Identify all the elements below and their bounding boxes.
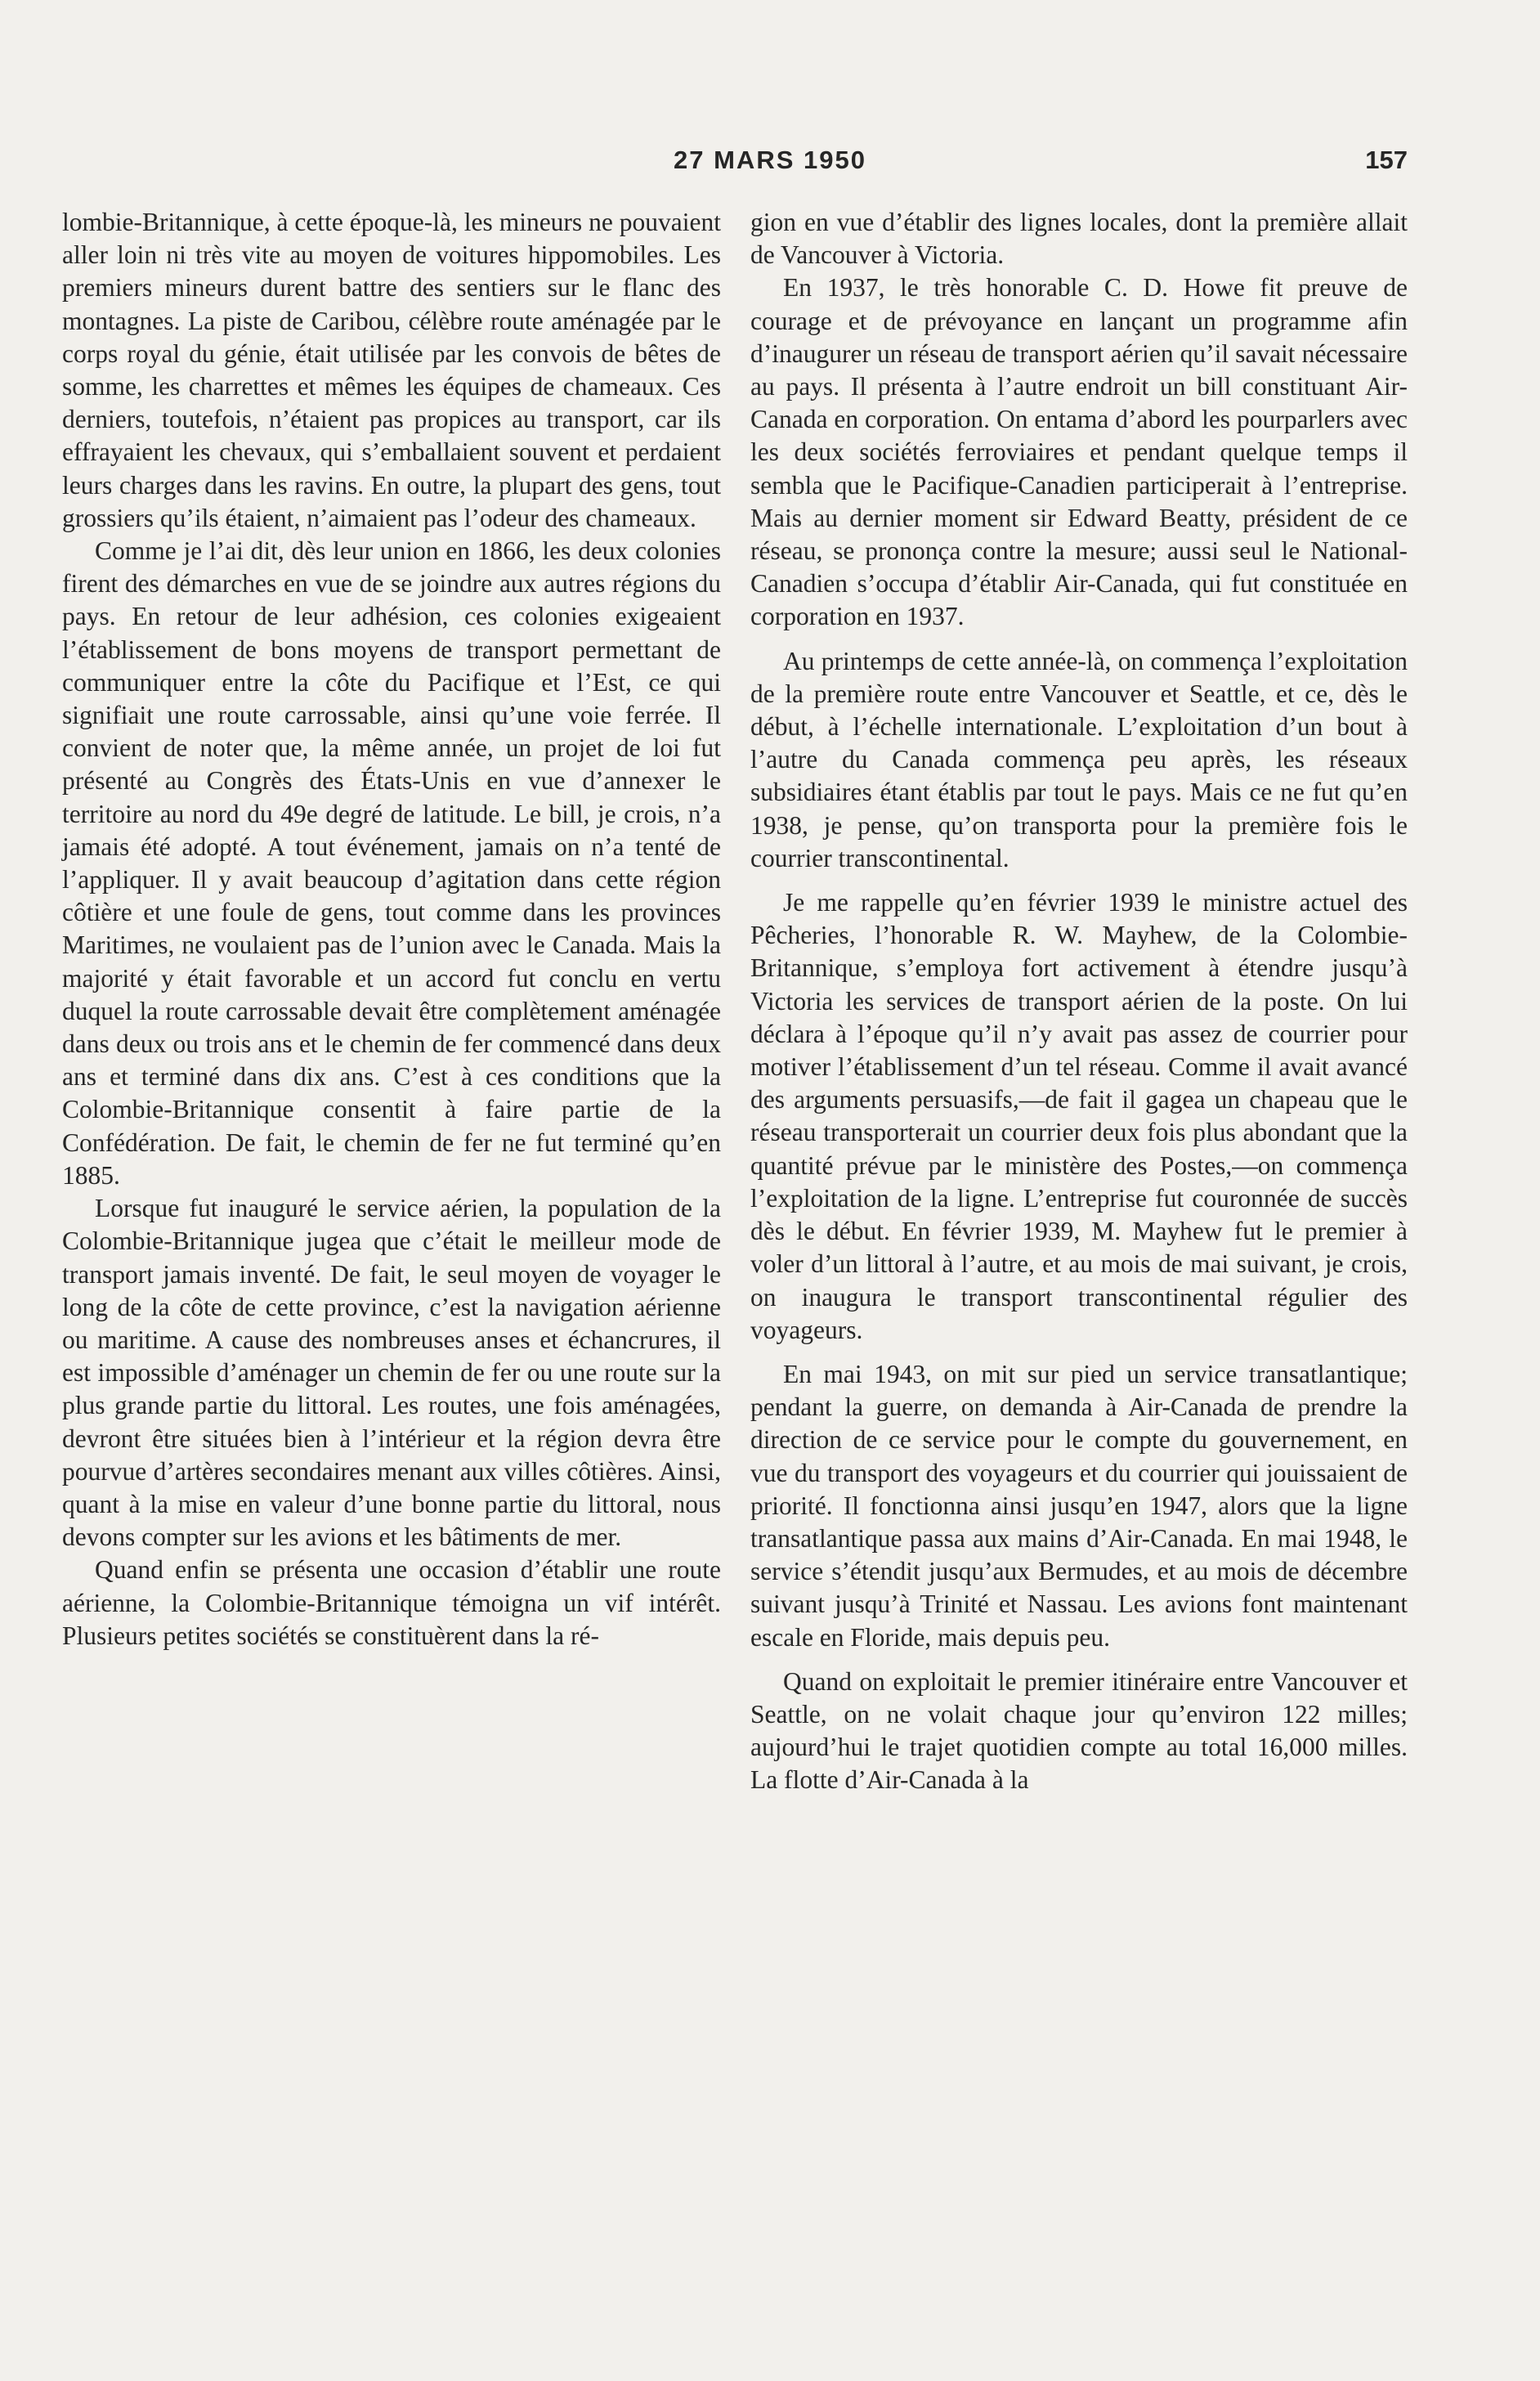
header-date: 27 MARS 1950 [674,146,866,174]
paragraph: Comme je l’ai dit, dès leur union en 1866, les deux colonies firent des démarches en vue de se joindre aux autres régions du pays. En retour de leur adhésion, ces colonies exigeaient l’établissement de bons moyens de transport permettant de communiquer entre la côte du Pacifique et l’Est, ce qui signifiait une route carrossable, ainsi qu’une voie ferrée. Il convient de noter que, la même année, un projet de loi fut présenté au Congrès des États-Unis en vue d’annexer le territoire au nord du 49e degré de latitude. Le bill, je crois, n’a jamais été adopté. A tout événement, jamais on n’a tenté de l’appliquer. Il y avait beaucoup d’agitation dans cette région côtière et une foule de gens, tout comme dans les provinces Maritimes, ne voulaient pas de l’union avec le Canada. Mais la majorité y était favorable et un accord fut conclu en vertu duquel la route carrossable devait être complètement aménagée dans deux ou trois ans et le chemin de fer commencé dans deux ans et terminé dans dix ans. C’est à ces conditions que la Colombie-Britannique consentit à faire partie de la Confédération. De fait, le chemin de fer ne fut terminé qu’en 1885. [62,536,721,1190]
paragraph: Au printemps de cette année-là, on commença l’exploitation de la première route entre Vancouver et Seattle, et ce, dès le début, à l’échelle internationale. L’exploitation d’un bout à l’autre du Canada commença peu après, les réseaux subsidiaires étant établis par tout le pays. Mais ce ne fut qu’en 1938, je pense, qu’on transporta pour la première fois le courrier transcontinental. [750,646,1408,872]
page-number: 157 [1365,146,1408,174]
paragraph: Quand enfin se présenta une occasion d’établir une route aérienne, la Colombie-Britannique témoigna un vif intérêt. Plusieurs petites sociétés se constituèrent dans la ré- [62,1555,721,1650]
paragraph: Quand on exploitait le premier itinéraire entre Vancouver et Seattle, on ne volait chaque jour qu’environ 122 milles; aujourd’hui le trajet quotidien compte au total 16,000 milles. La flotte d’Air-Canada à la [750,1666,1408,1795]
right-column [750,206,1408,1797]
paragraph: Je me rappelle qu’en février 1939 le ministre actuel des Pêcheries, l’honorable R. W. Mayhew, de la Colombie-Britannique, s’employa fort activement à étendre jusqu’à Victoria les services de transport aérien de la poste. On lui déclara à l’époque qu’il n’y avait pas assez de courrier pour motiver l’établissement d’un tel réseau. Comme il avait avancé des arguments persuasifs,—de fait il gagea un chapeau que le réseau transporterait un courrier deux fois plus abondant que la quantité prévue par le ministère des Postes,—on commença l’exploitation de la ligne. L’entreprise fut couronnée de succès dès le début. En février 1939, M. Mayhew fut le premier à voler d’un littoral à l’autre, et au mois de mai suivant, je crois, on inaugura le transport transcontinental régulier des voyageurs. [750,888,1408,1344]
paragraph: En mai 1943, on mit sur pied un service transatlantique; pendant la guerre, on demanda à Air-Canada de prendre la direction de ce service pour le compte du gouvernement, en vue du transport des voyageurs et du courrier qui jouissaient de priorité. Il fonctionna ainsi jusqu’en 1947, alors que la ligne transatlantique passa aux mains d’Air-Canada. En mai 1948, le service s’étendit jusqu’aux Bermudes, et au mois de décembre suivant jusqu’à Trinité et Nassau. Les avions font maintenant escale en Floride, mais depuis peu. [750,1359,1408,1652]
paragraph: gion en vue d’établir des lignes locales, dont la première allait de Vancouver à Victoria. [750,208,1408,270]
paragraph: En 1937, le très honorable C. D. Howe fit preuve de courage et de prévoyance en lançant un programme afin d’inaugurer un réseau de transport aérien qu’il savait nécessaire au pays. Il présenta à l’autre endroit un bill constituant Air-Canada en corporation. On entama d’abord les pourparlers avec les deux sociétés ferroviaires et pendant quelque temps il sembla que le Pacifique-Canadien participerait à l’entreprise. Mais au dernier moment sir Edward Beatty, président de ce réseau, se prononça contre la mesure; aussi seul le National-Canadien s’occupa d’établir Air-Canada, qui fut constituée en corporation en 1937. [750,273,1408,631]
running-header [0,146,1540,186]
left-column [62,206,721,1652]
paragraph: Lorsque fut inauguré le service aérien, la population de la Colombie-Britannique jugea que c’était le meilleur mode de transport jamais inventé. De fait, le seul moyen de voyager le long de la côte de cette province, c’est la navigation aérienne ou maritime. A cause des nombreuses anses et échancrures, il est impossible d’aménager un chemin de fer ou une route sur la plus grande partie du littoral. Les routes, une fois aménagées, devront être situées bien à l’intérieur et la région devra être pourvue d’artères secondaires menant aux villes côtières. Ainsi, quant à la mise en valeur d’une bonne partie du littoral, nous devons compter sur les avions et les bâtiments de mer. [62,1194,721,1552]
paragraph: lombie-Britannique, à cette époque-là, les mineurs ne pouvaient aller loin ni très vite au moyen de voitures hippomobiles. Les premiers mineurs durent battre des sentiers sur le flanc des montagnes. La piste de Caribou, célèbre route aménagée par le corps royal du génie, était utilisée par les convois de bêtes de somme, les charrettes et mêmes les équipes de chameaux. Ces derniers, toutefois, n’étaient pas propices au transport, car ils effrayaient les chevaux, qui s’emballaient souvent et perdaient leurs charges dans les ravins. En outre, la plupart des gens, tout grossiers qu’ils étaient, n’aimaient pas l’odeur des chameaux. [62,208,721,532]
